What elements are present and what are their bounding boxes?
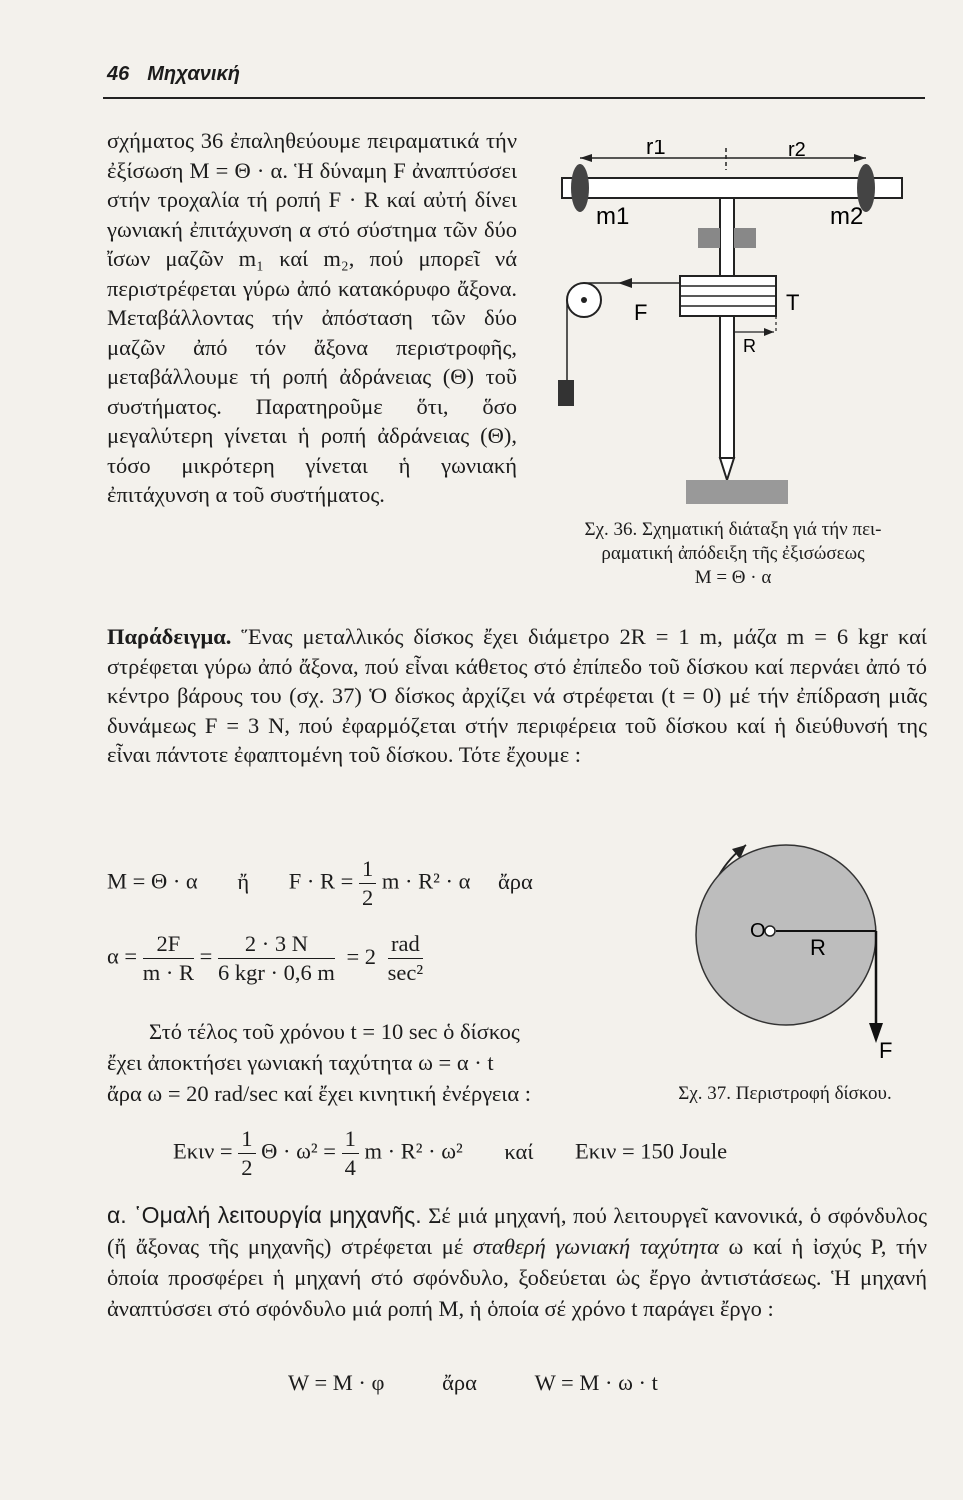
eq1-den: 2 xyxy=(361,885,374,910)
label-m2: m2 xyxy=(830,203,864,230)
eq2-fraction-2 xyxy=(218,930,335,987)
eq1-fraction xyxy=(359,855,376,912)
label-T: T xyxy=(786,290,800,315)
intro-paragraph: σχήματος 36 ἐπαληθεύουμε πειραματικά τήν ἐξίσωση M = Θ · α. Ἡ δύναμη F ἀναπτύσσει στήν τροχαλία τή ροπή F · R καί αὐτή δίνει γωνιακή ἐπιτάχυνση α στό σύστημα τῶν δύο ἴσων μαζῶν m₁ καί m₂, πού μπορεῖ νά περιστρέφεται γύρω ἀπό κατακόρυφο ἄξονα. Μεταβάλλοντας τήν ἀπόσταση τῶν δύο μαζῶν ἀπό τόν ἄξονα περιστροφῆς, μεταβάλλουμε τή ροπή ἀδράνειας (Θ) τοῦ συστήματος. Παρατηροῦμε ὅτι, ὅσο μεγαλύτερη γίνεται ἡ ροπή ἀδράνειας (Θ), τόσο μικρότερη γίνεται ἡ γωνιακή ἐπιτάχυνση α τοῦ συστήματος. xyxy=(107,128,517,507)
section-a-italic: σταθερή γωνιακή ταχύτητα xyxy=(472,1234,719,1259)
equation-2: α = $\frac{2F}{m \cdot R}$ = $\frac{2 \cdot 3 N}{\text{6 kgr · 0,6 m}}$ = 2 $\frac{\text{rad}}{\text{sec²}}$ xyxy=(107,931,424,985)
figure-36-caption xyxy=(548,518,918,590)
example-paragraph xyxy=(107,622,927,770)
eq2-f2n: 2 · 3 N xyxy=(218,930,335,959)
label-R-disk: R xyxy=(810,935,826,960)
label-r2: r2 xyxy=(788,140,806,161)
caption-36-line1: Σχ. 36. Σχηματική διάταξη γιά τήν πει- xyxy=(584,519,882,540)
example-text: Ἕνας μεταλλικός δίσκος ἔχει διάμετρο 2R = 1 m, μάζα m = 6 kgr καί στρέφεται γύρω ἀπό ἄξονα, πού εἶναι κάθετος στό ἐπίπεδο τοῦ δίσκου καί περνάει ἀπό τό κέντρο βάρους του (σχ. 37) Ὁ δίσκος ἀρχίζει νά στρέφεται (t = 0) μέ τήν ἐπίδραση μιᾶς δυνάμεως F = 3 N, πού ἐφαρμόζεται στήν περιφέρεια τοῦ δίσκου καί ἡ διεύθυνσή της εἶναι πάντοτε ἐφαπτομένη τοῦ δίσκου. Τότε ἔχουμε : xyxy=(107,624,927,767)
eq3-lhs: Eκιν = xyxy=(173,1138,239,1164)
eq3-d2: 4 xyxy=(344,1155,356,1180)
eq2-fraction-3 xyxy=(388,930,423,987)
section-a-heading: α. ῾Ομαλή λειτουργία μηχανῆς. xyxy=(107,1202,422,1228)
figure-37-diagram xyxy=(688,825,913,1070)
section-title: Μηχανική xyxy=(147,63,241,85)
eq3-and: καί xyxy=(504,1138,534,1164)
header-rule xyxy=(103,97,925,99)
after-equation-text xyxy=(107,1016,627,1109)
after-line2: ἔχει ἀποκτήσει γωνιακή ταχύτητα ω = α · t xyxy=(107,1050,494,1075)
eq2-value: = 2 xyxy=(346,943,377,969)
eq4-lhs: W = M · φ xyxy=(288,1370,385,1395)
eq2-f1n: 2F xyxy=(143,930,194,959)
figure-37-caption: Σχ. 37. Περιστροφή δίσκου. xyxy=(678,1083,892,1104)
page-number: 46 xyxy=(107,63,130,85)
eq1-num: 1 xyxy=(359,855,376,884)
label-R: R xyxy=(743,336,756,356)
eq3-fraction-1 xyxy=(238,1125,255,1182)
eq1-mid: F · R = xyxy=(288,868,359,894)
eq2-f1d: m · R xyxy=(142,960,194,985)
section-a-text2: ω καί ἡ ἰσχύς P, τήν ὁποία προσφέρει ἡ μηχανή στό σφόνδυλο, ξοδεύεται ὡς ἔργο ἀντιστάσεως. Ἡ μηχανή ἀναπτύσσει στό σφόνδυλο μιά ροπή M, ἡ ὁποία σέ χρόνο t παράγει ἔργο : xyxy=(107,1234,927,1321)
eq3-rhs: Eκιν = 150 Joule xyxy=(575,1138,728,1164)
page-header xyxy=(107,63,258,86)
eq2-lhs: α = xyxy=(107,943,143,969)
mass-m1 xyxy=(571,164,589,212)
eq4-rhs: W = M · ω · t xyxy=(534,1370,658,1395)
eq3-n1: 1 xyxy=(238,1125,255,1154)
label-F-disk: F xyxy=(879,1038,893,1063)
equation-4 xyxy=(288,1370,658,1396)
eq3-mid: Θ · ω² = xyxy=(261,1138,342,1164)
after-line1: Στό τέλος τοῦ χρόνου t = 10 sec ὁ δίσκος xyxy=(149,1019,520,1044)
disk xyxy=(696,845,876,1025)
eq2-f2d: 6 kgr · 0,6 m xyxy=(217,960,335,985)
eq2-f3n: rad xyxy=(388,930,423,959)
after-line3: ἄρα ω = 20 rad/sec καί ἔχει κινητική ἐνέργεια : xyxy=(107,1081,531,1106)
eq1-rest: m · R² · α xyxy=(381,868,471,894)
label-O: O xyxy=(750,920,766,942)
example-label: Παράδειγμα. xyxy=(107,624,232,649)
eq3-d1: 2 xyxy=(241,1155,253,1180)
eq1-or: ἤ xyxy=(237,868,250,894)
eq3-rest: m · R² · ω² xyxy=(364,1138,463,1164)
figure-36-diagram xyxy=(548,140,918,510)
eq2-f3d: sec² xyxy=(387,960,424,985)
label-F: F xyxy=(634,300,648,325)
caption-36-line2: ραματική ἀπόδειξη τῆς ἐξισώσεως xyxy=(601,543,865,564)
section-a-paragraph xyxy=(107,1200,927,1324)
eq3-fraction-2 xyxy=(342,1125,359,1182)
equation-3 xyxy=(173,1125,727,1182)
eq2-fraction-1 xyxy=(143,930,194,987)
eq3-n2: 1 xyxy=(342,1125,359,1154)
equation-1 xyxy=(107,855,533,912)
eq1-thus: ἄρα xyxy=(498,868,533,894)
section-a-text1: Σέ μιά μηχανή, πού λειτουργεῖ κανονικά, ὁ σφόνδυλος (ἤ ἄξονας τῆς μηχανῆς) στρέφεται μέ xyxy=(107,1203,927,1259)
eq1-lhs: M = Θ · α xyxy=(107,868,198,894)
label-m1: m1 xyxy=(596,203,630,230)
eq4-thus: ἄρα xyxy=(442,1370,477,1395)
caption-36-line3: M = Θ · α xyxy=(694,567,772,588)
label-r1: r1 xyxy=(646,140,666,159)
